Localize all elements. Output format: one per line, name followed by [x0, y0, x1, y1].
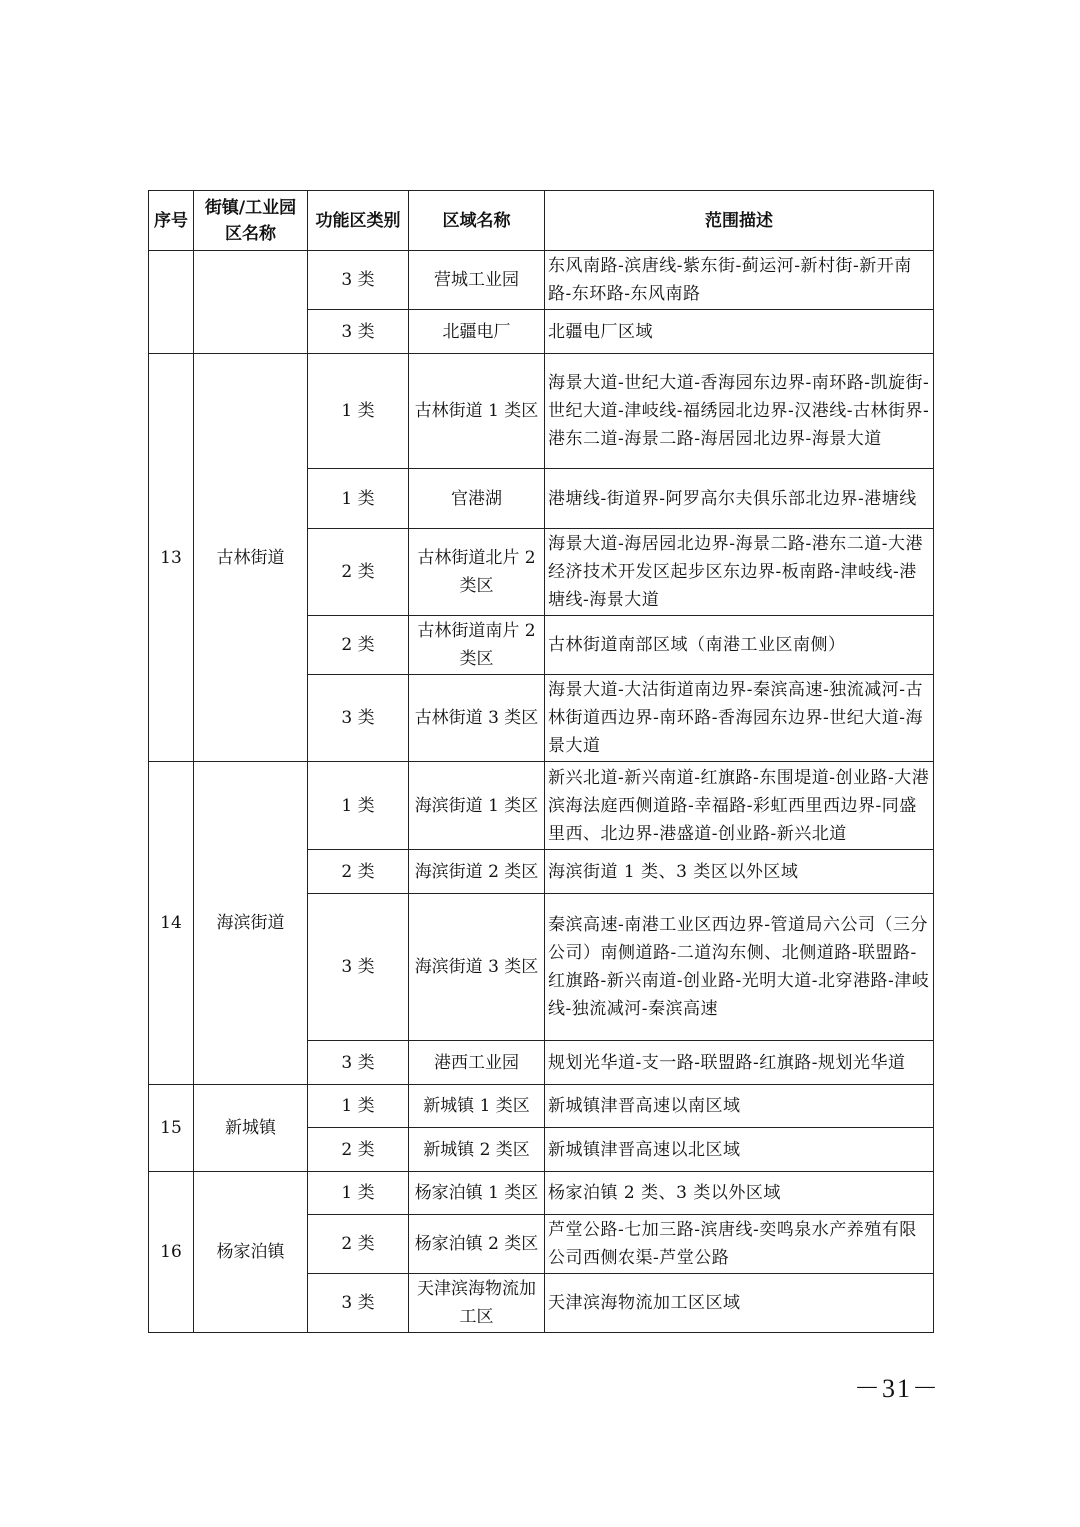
category-cell: 2 类 — [308, 850, 409, 894]
area-cell: 天津滨海物流加工区 — [409, 1274, 545, 1333]
scope-cell: 杨家泊镇 2 类、3 类以外区域 — [545, 1172, 934, 1215]
category-cell: 3 类 — [308, 1041, 409, 1085]
header-category: 功能区类别 — [308, 191, 409, 251]
area-cell: 古林街道 3 类区 — [409, 675, 545, 762]
area-cell: 官港湖 — [409, 469, 545, 529]
town-cell — [194, 251, 308, 354]
scope-cell: 新兴北道-新兴南道-红旗路-东围堤道-创业路-大港滨海法庭西侧道路-幸福路-彩虹西里西边界-同盛里西、北边界-港盛道-创业路-新兴北道 — [545, 762, 934, 850]
area-cell: 新城镇 1 类区 — [409, 1085, 545, 1128]
scope-cell: 港塘线-街道界-阿罗高尔夫俱乐部北边界-港塘线 — [545, 469, 934, 529]
area-cell: 古林街道北片 2 类区 — [409, 529, 545, 616]
category-cell: 2 类 — [308, 616, 409, 675]
scope-cell: 东风南路-滨唐线-紫东街-蓟运河-新村街-新开南路-东环路-东风南路 — [545, 251, 934, 310]
header-seq: 序号 — [149, 191, 194, 251]
page-number: －31－ — [853, 1374, 940, 1403]
table-row — [149, 1172, 934, 1215]
header-scope: 范围描述 — [545, 191, 934, 251]
area-cell: 北疆电厂 — [409, 310, 545, 354]
area-cell: 新城镇 2 类区 — [409, 1128, 545, 1172]
table-row — [149, 1085, 934, 1128]
category-cell: 2 类 — [308, 529, 409, 616]
category-cell: 1 类 — [308, 354, 409, 469]
header-town: 街镇/工业园区名称 — [194, 191, 308, 251]
town-cell: 古林街道 — [194, 354, 308, 762]
area-cell: 港西工业园 — [409, 1041, 545, 1085]
category-cell: 1 类 — [308, 469, 409, 529]
scope-cell: 规划光华道-支一路-联盟路-红旗路-规划光华道 — [545, 1041, 934, 1085]
table-row — [149, 251, 934, 310]
table-header-row — [149, 191, 934, 251]
scope-cell: 海景大道-海居园北边界-海景二路-港东二道-大港经济技术开发区起步区东边界-板南路-津岐线-港塘线-海景大道 — [545, 529, 934, 616]
category-cell: 1 类 — [308, 762, 409, 850]
area-cell: 杨家泊镇 2 类区 — [409, 1215, 545, 1274]
scope-cell: 芦堂公路-七加三路-滨唐线-奕鸣泉水产养殖有限公司西侧农渠-芦堂公路 — [545, 1215, 934, 1274]
header-area: 区域名称 — [409, 191, 545, 251]
table-row — [149, 762, 934, 850]
scope-cell: 古林街道南部区域（南港工业区南侧） — [545, 616, 934, 675]
table-row — [149, 354, 934, 469]
seq-cell: 15 — [149, 1085, 194, 1172]
scope-cell: 海景大道-世纪大道-香海园东边界-南环路-凯旋街-世纪大道-津岐线-福绣园北边界-汉港线-古林街界-港东二道-海景二路-海居园北边界-海景大道 — [545, 354, 934, 469]
area-cell: 海滨街道 1 类区 — [409, 762, 545, 850]
category-cell: 2 类 — [308, 1128, 409, 1172]
town-cell: 杨家泊镇 — [194, 1172, 308, 1333]
category-cell: 3 类 — [308, 1274, 409, 1333]
scope-cell: 新城镇津晋高速以南区域 — [545, 1085, 934, 1128]
scope-cell: 新城镇津晋高速以北区域 — [545, 1128, 934, 1172]
category-cell: 1 类 — [308, 1085, 409, 1128]
category-cell: 3 类 — [308, 675, 409, 762]
area-cell: 营城工业园 — [409, 251, 545, 310]
seq-cell — [149, 251, 194, 354]
scope-cell: 天津滨海物流加工区区域 — [545, 1274, 934, 1333]
category-cell: 3 类 — [308, 310, 409, 354]
area-cell: 古林街道 1 类区 — [409, 354, 545, 469]
category-cell: 3 类 — [308, 894, 409, 1041]
scope-cell: 海景大道-大沽街道南边界-秦滨高速-独流减河-古林街道西边界-南环路-香海园东边界-世纪大道-海景大道 — [545, 675, 934, 762]
seq-cell: 13 — [149, 354, 194, 762]
category-cell: 3 类 — [308, 251, 409, 310]
category-cell: 1 类 — [308, 1172, 409, 1215]
area-cell: 杨家泊镇 1 类区 — [409, 1172, 545, 1215]
town-cell: 海滨街道 — [194, 762, 308, 1085]
seq-cell: 14 — [149, 762, 194, 1085]
area-cell: 海滨街道 2 类区 — [409, 850, 545, 894]
scope-cell: 北疆电厂区域 — [545, 310, 934, 354]
zoning-table — [148, 190, 934, 1333]
scope-cell: 海滨街道 1 类、3 类区以外区域 — [545, 850, 934, 894]
scope-cell: 秦滨高速-南港工业区西边界-管道局六公司（三分公司）南侧道路-二道沟东侧、北侧道路-联盟路-红旗路-新兴南道-创业路-光明大道-北穿港路-津岐线-独流减河-秦滨高速 — [545, 894, 934, 1041]
category-cell: 2 类 — [308, 1215, 409, 1274]
area-cell: 古林街道南片 2 类区 — [409, 616, 545, 675]
town-cell: 新城镇 — [194, 1085, 308, 1172]
seq-cell: 16 — [149, 1172, 194, 1333]
area-cell: 海滨街道 3 类区 — [409, 894, 545, 1041]
